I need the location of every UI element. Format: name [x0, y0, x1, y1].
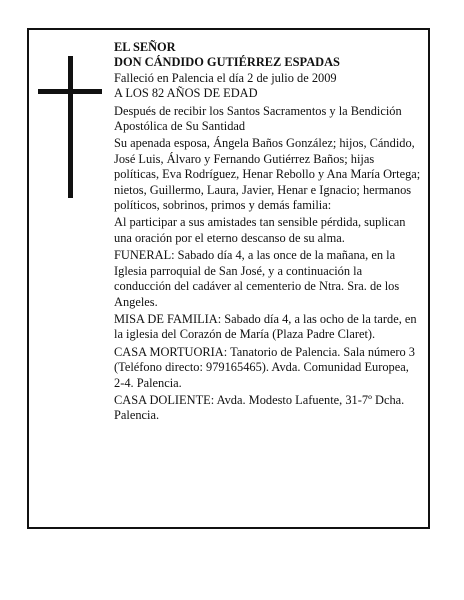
- mortuary-paragraph: CASA MORTUORIA: Tanatorio de Palencia. Sala número 3 (Teléfono directo: 979165465). Avda. Comunidad Europea, 2-4. Palencia.: [114, 344, 415, 390]
- death-line: Falleció en Palencia el día 2 de julio de 2009: [114, 70, 337, 85]
- deceased-name: DON CÁNDIDO GUTIÉRREZ ESPADAS: [114, 55, 340, 70]
- notice-text: [114, 40, 422, 426]
- cross-icon: [29, 30, 109, 190]
- age-line: A LOS 82 AÑOS DE EDAD: [114, 86, 258, 101]
- family-paragraph: Su apenada esposa, Ángela Baños González; hijos, Cándido, José Luis, Álvaro y Fernando Gutiérrez Baños; hijas políticas, Eva Rodríguez, Henar Rebollo y Ana María Ortega; nietos, Guillermo, Laura, Javier, Henar e Ignacio; hermanos políticos, sobrinos, primos y demás familia:: [114, 136, 421, 213]
- cross-horizontal-bar: [38, 89, 102, 94]
- honorific: EL SEÑOR: [114, 40, 176, 54]
- cross-vertical-bar: [68, 56, 73, 198]
- obituary-notice: [27, 28, 430, 529]
- mourning-house-paragraph: CASA DOLIENTE: Avda. Modesto Lafuente, 31-7º Dcha. Palencia.: [114, 392, 405, 423]
- funeral-paragraph: FUNERAL: Sabado día 4, a las once de la mañana, en la Iglesia parroquial de San José, y a continuación la conducción del cadáver al cementerio de Ntra. Sra. de los Angeles.: [114, 248, 400, 309]
- sacraments-paragraph: Después de recibir los Santos Sacramentos y la Bendición Apostólica de Su Santidad: [114, 103, 402, 134]
- family-mass-paragraph: MISA DE FAMILIA: Sabado día 4, a las ocho de la tarde, en la iglesia del Corazón de María (Plaza Padre Claret).: [114, 311, 417, 342]
- request-paragraph: Al participar a sus amistades tan sensible pérdida, suplican una oración por el eterno descanso de su alma.: [114, 215, 406, 245]
